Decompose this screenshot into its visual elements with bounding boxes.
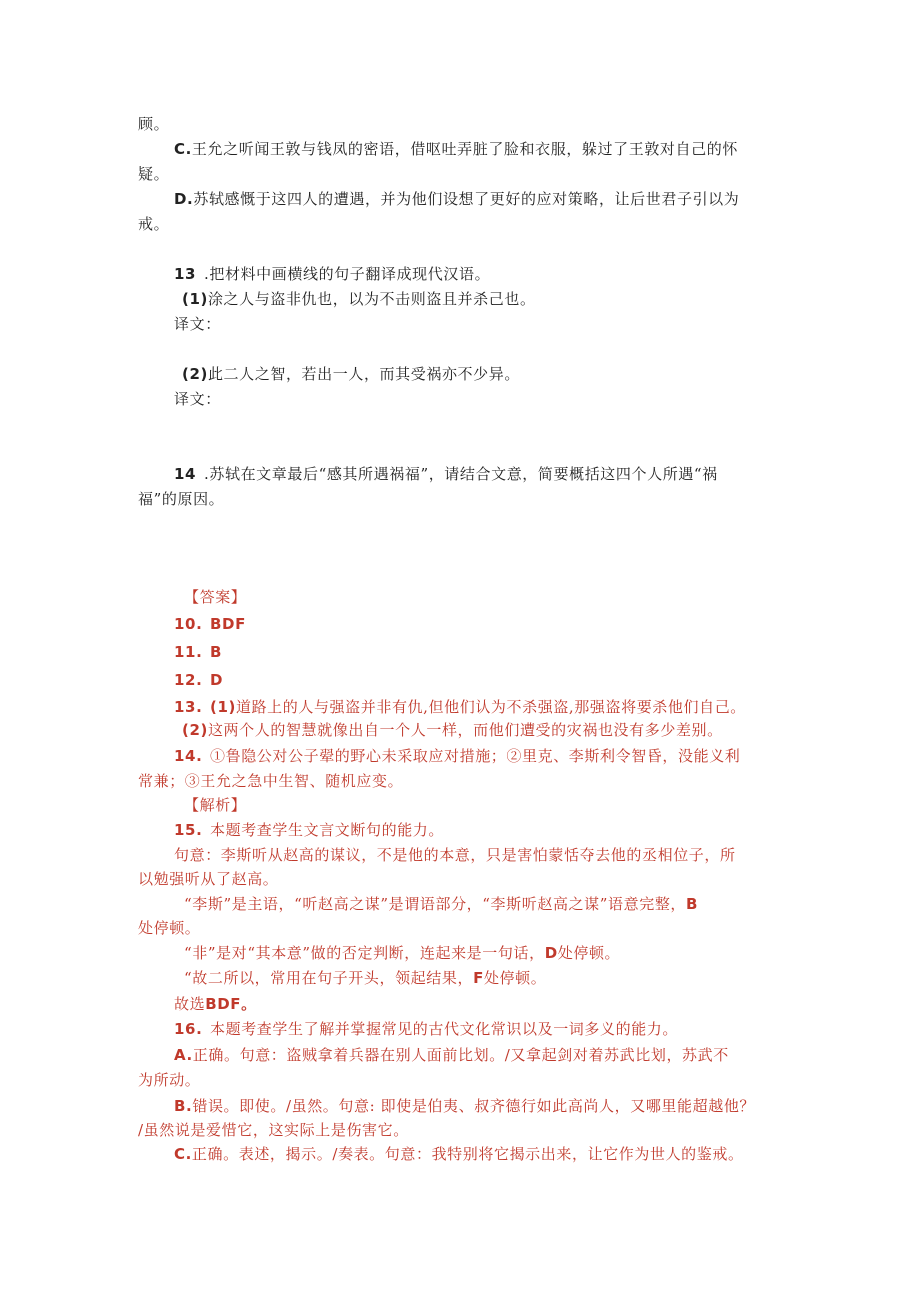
answer-13-1 bbox=[174, 697, 746, 717]
question-14-continued bbox=[138, 489, 224, 509]
translation-label-2 bbox=[174, 389, 221, 409]
answer-12 bbox=[174, 670, 223, 690]
question-14 bbox=[174, 464, 718, 484]
analysis-text: 以勉强听从了赵高。 bbox=[138, 870, 279, 888]
option-letter: B bbox=[686, 895, 699, 913]
answer-13-2 bbox=[182, 720, 723, 740]
answer-text: D bbox=[210, 671, 224, 689]
analysis-number: 15. bbox=[174, 821, 203, 839]
option-label: B. bbox=[174, 1097, 193, 1115]
answer-number: 10. bbox=[174, 615, 203, 633]
sub-number: (2) bbox=[182, 721, 208, 739]
option-text: 苏轼感慨于这四人的遭遇，并为他们设想了更好的应对策略，让后世君子引以为 bbox=[193, 190, 740, 208]
answer-number: 12. bbox=[174, 671, 203, 689]
analysis-text: 故选 bbox=[174, 995, 206, 1013]
analysis-text: 为所动。 bbox=[138, 1071, 201, 1089]
question-13 bbox=[174, 264, 490, 284]
answer-text: 常兼；③王允之急中生智、随机应变。 bbox=[138, 772, 404, 790]
answer-number: 13. bbox=[174, 698, 203, 716]
label: 译文： bbox=[174, 390, 221, 408]
label: 译文： bbox=[174, 315, 221, 333]
analysis-header bbox=[184, 795, 246, 815]
analysis-16-b bbox=[174, 1096, 755, 1116]
analysis-text: /虽然说是爱惜它，这实际上是伤害它。 bbox=[138, 1121, 409, 1139]
answer-number: 11. bbox=[174, 643, 203, 661]
analysis-15-line bbox=[174, 994, 257, 1014]
section-header: 【解析】 bbox=[184, 796, 247, 814]
option-text: 戒。 bbox=[138, 215, 170, 233]
sentence-text: 此二人之智，若出一人，而其受祸亦不少异。 bbox=[207, 365, 520, 383]
option-letter: F bbox=[473, 969, 484, 987]
answer-text: 这两个人的智慧就像出自一个人一样，而他们遭受的灾祸也没有多少差别。 bbox=[207, 721, 723, 739]
analysis-text: 本题考查学生文言文断句的能力。 bbox=[210, 821, 445, 839]
analysis-number: 16. bbox=[174, 1020, 203, 1038]
option-label: A. bbox=[174, 1046, 193, 1064]
option-letter: D bbox=[544, 944, 558, 962]
option-label: C. bbox=[174, 140, 192, 158]
analysis-text: 处停顿。 bbox=[138, 919, 201, 937]
text: 顾。 bbox=[138, 115, 170, 133]
option-label: D. bbox=[174, 190, 194, 208]
analysis-text: 句意：李斯听从赵高的谋议，不是他的本意，只是害怕蒙恬夺去他的丞相位子，所 bbox=[174, 846, 736, 864]
analysis-15-line bbox=[184, 943, 620, 963]
option-c-continued bbox=[138, 164, 169, 184]
analysis-16-c bbox=[174, 1144, 744, 1164]
analysis-text: 错误。即使。/虽然。句意: 即使是伯夷、叔齐德行如此高尚人，又哪里能超越他？ bbox=[192, 1097, 756, 1115]
analysis-16 bbox=[174, 1019, 678, 1039]
option-d bbox=[174, 189, 739, 209]
analysis-15-line bbox=[138, 918, 200, 938]
analysis-text: 正确。句意：盗贼拿着兵器在别人面前比划。/又拿起剑对着苏武比划，苏武不 bbox=[192, 1046, 729, 1064]
answer-text: 道路上的人与强盗并非有仇,但他们认为不杀强盗,那强盗将要杀他们自己。 bbox=[235, 698, 746, 716]
answer-11 bbox=[174, 642, 222, 662]
prev-option-tail bbox=[138, 114, 169, 134]
analysis-16-a bbox=[174, 1045, 729, 1065]
question-13-sentence-2 bbox=[182, 364, 520, 384]
analysis-text: “李斯”是主语，“听赵高之谋”是谓语部分，“李斯听赵高之谋”语意完整， bbox=[184, 895, 687, 913]
option-label: C. bbox=[174, 1145, 192, 1163]
sentence-text: 涂之人与盗非仇也，以为不击则盗且并杀己也。 bbox=[207, 290, 536, 308]
analysis-text: “非”是对“其本意”做的否定判断，连起来是一句话， bbox=[184, 944, 545, 962]
answer-text: ①鲁隐公对公子翚的野心未采取应对措施；②里克、李斯利令智昏，没能义利 bbox=[210, 747, 741, 765]
answer-14-continued bbox=[138, 771, 403, 791]
answer-header bbox=[184, 587, 246, 607]
sub-number: (1) bbox=[210, 698, 236, 716]
analysis-15 bbox=[174, 820, 444, 840]
section-header: 【答案】 bbox=[184, 588, 247, 606]
question-number: 13 bbox=[174, 265, 197, 283]
question-text: .苏轼在文章最后“感其所遇祸福”，请结合文意，简要概括这四个人所遇“祸 bbox=[204, 465, 718, 483]
analysis-text: “故二所以，常用在句子开头，领起结果， bbox=[184, 969, 474, 987]
option-d-continued bbox=[138, 214, 169, 234]
translation-label-1 bbox=[174, 314, 221, 334]
answer-text: B bbox=[210, 643, 223, 661]
question-13-sentence-1 bbox=[182, 289, 536, 309]
answer-10 bbox=[174, 614, 246, 634]
analysis-15-line bbox=[138, 869, 278, 889]
answer-text: BDF bbox=[210, 615, 246, 633]
sub-number: (2) bbox=[182, 365, 208, 383]
analysis-15-line bbox=[184, 968, 546, 988]
option-letter: BDF。 bbox=[205, 995, 257, 1013]
analysis-text: 正确。表述，揭示。/奏表。句意：我特别将它揭示出来，让它作为世人的鉴戒。 bbox=[191, 1145, 744, 1163]
sub-number: (1) bbox=[182, 290, 208, 308]
analysis-16-b-continued bbox=[138, 1120, 409, 1140]
option-c bbox=[174, 139, 738, 159]
option-text: 疑。 bbox=[138, 165, 170, 183]
analysis-text: 本题考查学生了解并掌握常见的古代文化常识以及一词多义的能力。 bbox=[210, 1020, 679, 1038]
analysis-text: 处停顿。 bbox=[557, 944, 621, 962]
analysis-15-line bbox=[184, 894, 698, 914]
question-text: .把材料中画横线的句子翻译成现代汉语。 bbox=[204, 265, 491, 283]
option-text: 王允之听闻王敦与钱凤的密语，借呕吐弄脏了脸和衣服，躲过了王敦对自己的怀 bbox=[191, 140, 738, 158]
analysis-15-line bbox=[174, 845, 736, 865]
analysis-16-a-continued bbox=[138, 1070, 200, 1090]
question-text: 福”的原因。 bbox=[138, 490, 225, 508]
answer-14 bbox=[174, 746, 740, 766]
analysis-text: 处停顿。 bbox=[483, 969, 547, 987]
answer-number: 14. bbox=[174, 747, 203, 765]
question-number: 14 bbox=[174, 465, 197, 483]
